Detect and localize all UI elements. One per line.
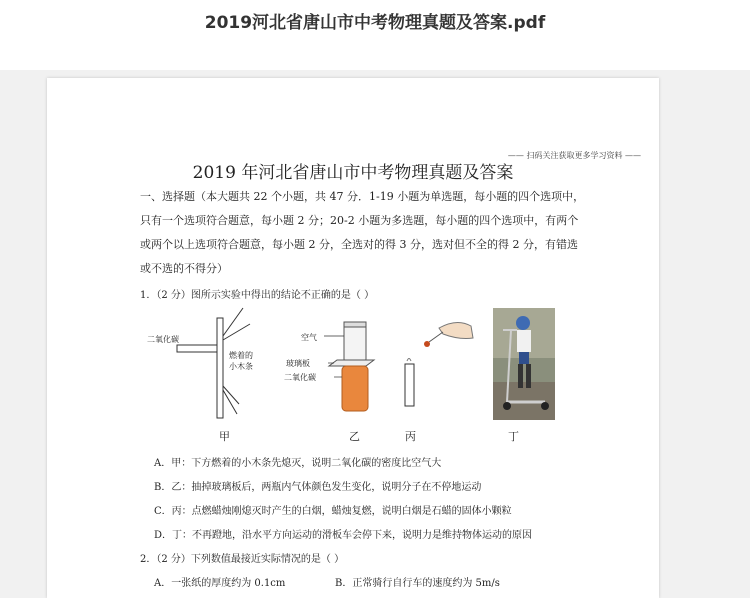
figure-yi-co2-label: 二氧化碳 <box>284 373 316 382</box>
document-title: 2019 年河北省唐山市中考物理真题及答案 <box>192 163 514 183</box>
figure-jia-wood-label-2: 小木条 <box>229 362 253 371</box>
figure-label-bing: 丙 <box>405 430 416 443</box>
question-1-option-d: D．丁：不再蹬地，沿水平方向运动的滑板车会停下来，说明力是维持物体运动的原因 <box>154 530 533 541</box>
figure-jia <box>147 306 257 426</box>
figure-bing-drawing <box>399 316 479 416</box>
figure-ding-photo <box>493 308 555 420</box>
section-intro-line-1: 一、选择题（本大题共 22 个小题，共 47 分．1-19 小题为单选题，每小题的四个选项中， <box>140 190 585 203</box>
figure-jia-wood-label-1: 燃着的 <box>229 351 253 360</box>
question-2-option-a: A．一张纸的厚度约为 0.1cm <box>154 578 286 589</box>
figure-label-yi: 乙 <box>349 430 360 443</box>
file-title: 2019河北省唐山市中考物理真题及答案.pdf <box>204 13 546 33</box>
pdf-page[interactable] <box>47 78 659 598</box>
figure-bing <box>399 316 479 416</box>
header-note: —— 扫码关注获取更多学习资料 —— <box>507 151 641 160</box>
question-1-stem: 1．（2 分）图所示实验中得出的结论不正确的是（ ） <box>140 290 375 301</box>
section-intro-line-4: 或不选的不得分） <box>140 262 228 275</box>
question-1-option-a: A．甲：下方燃着的小木条先熄灭，说明二氧化碳的密度比空气大 <box>154 458 442 469</box>
figure-yi-air-label: 空气 <box>301 333 317 342</box>
figure-label-jia: 甲 <box>219 430 230 443</box>
figure-yi-glass-label: 玻璃板 <box>286 359 310 368</box>
section-intro-line-3: 或两个以上选项符合题意，每小题 2 分，全选对的得 3 分，选对但不全的得 2 分，有错选 <box>140 238 578 251</box>
viewer-toolbar <box>0 0 750 70</box>
question-2-stem: 2．（2 分）下列数值最接近实际情况的是（ ） <box>140 554 345 565</box>
figure-jia-co2-label: 二氧化碳 <box>147 335 179 344</box>
question-1-option-c: C．丙：点燃蜡烛刚熄灭时产生的白烟，蜡烛复燃，说明白烟是石蜡的固体小颗粒 <box>154 506 512 517</box>
section-intro-line-2: 只有一个选项符合题意，每小题 2 分；20-2 小题为多选题，每小题的四个选项中，有两个 <box>140 214 579 227</box>
figure-ding <box>493 308 555 420</box>
figure-yi <box>282 316 392 416</box>
figure-label-ding: 丁 <box>508 430 519 443</box>
question-1-option-b: B．乙：抽掉玻璃板后，两瓶内气体颜色发生变化，说明分子在不停地运动 <box>154 482 482 493</box>
question-2-option-b: B．正常骑行自行车的速度约为 5m/s <box>335 578 500 589</box>
